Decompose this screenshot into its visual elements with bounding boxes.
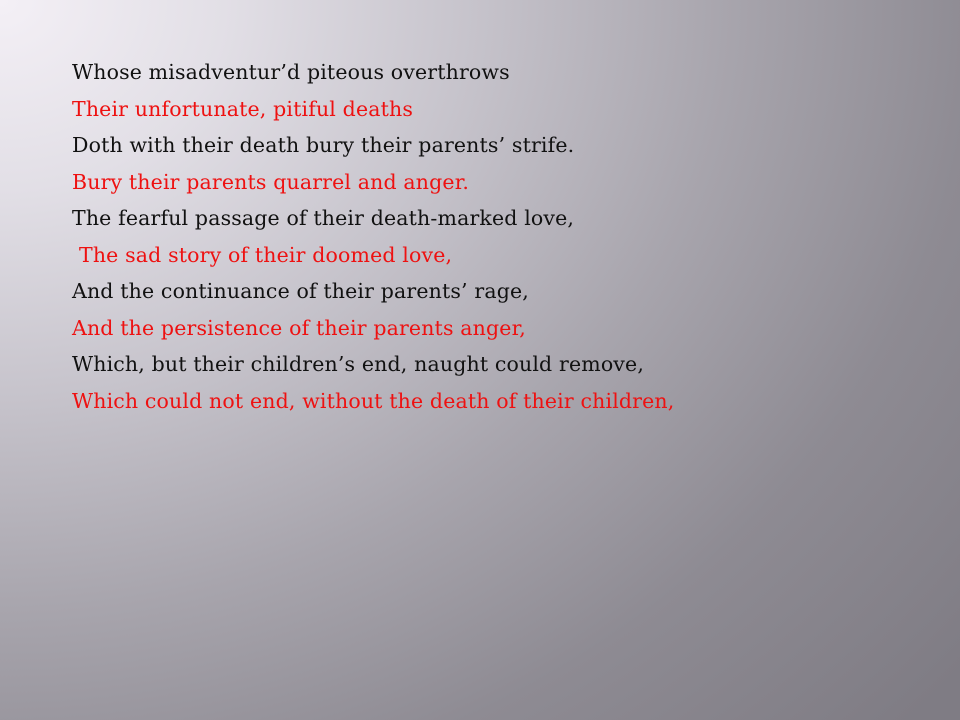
verse-line-original: The fearful passage of their death-marked love, xyxy=(72,206,575,230)
verse-line-original: And the continuance of their parents’ rage, xyxy=(72,279,529,303)
verse-lines xyxy=(72,54,932,419)
verse-line-translation: And the persistence of their parents anger, xyxy=(72,315,526,340)
verse-line-original: Whose misadventur’d piteous overthrows xyxy=(72,60,510,84)
verse-line-translation: Bury their parents quarrel and anger. xyxy=(72,169,470,194)
verse-line-original: Doth with their death bury their parents’ strife. xyxy=(72,133,575,157)
verse-line-translation: Their unfortunate, pitiful deaths xyxy=(72,96,414,121)
verse-line-original: Which, but their children’s end, naught could remove, xyxy=(72,352,644,376)
verse-line-translation: The sad story of their doomed love, xyxy=(79,242,453,267)
verse-line-translation: Which could not end, without the death of their children, xyxy=(72,388,675,413)
